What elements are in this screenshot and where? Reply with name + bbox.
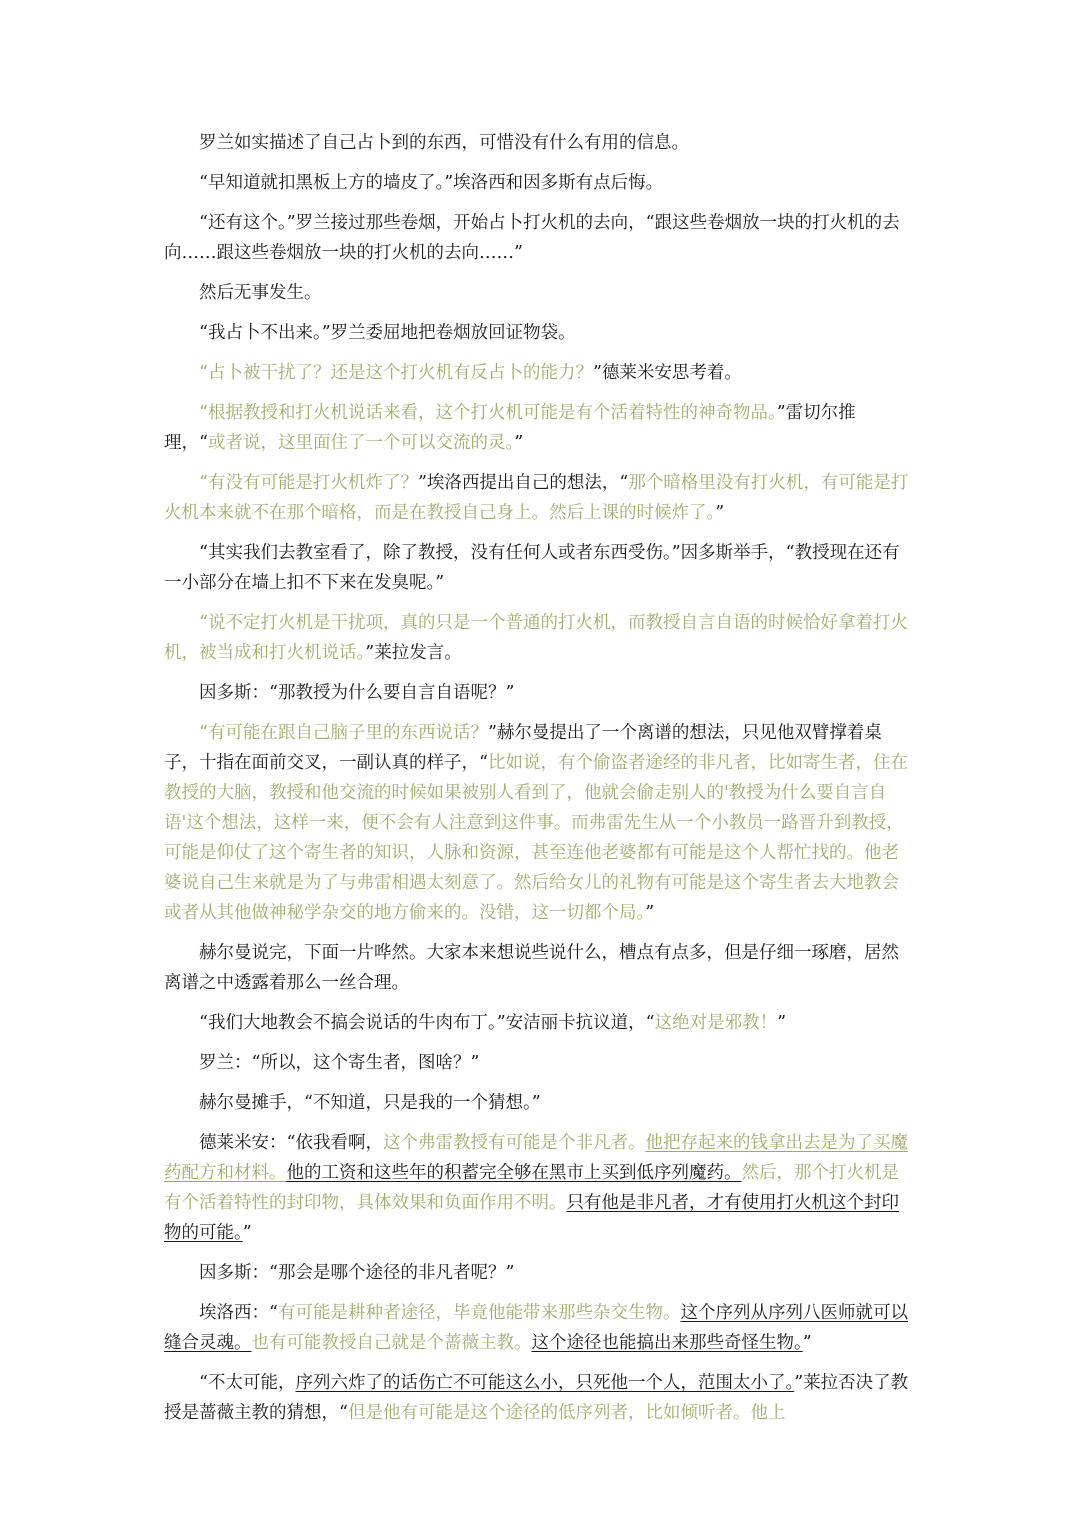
paragraph (164, 718, 912, 928)
paragraph (164, 1298, 912, 1358)
underlined-text-span: 只有他是非凡者，才有使用打火机这个封印物的可能。 (164, 1193, 899, 1243)
paragraph (164, 168, 912, 198)
text-span: 罗兰如实描述了自己占卜到的东西，可惜没有什么有用的信息。 (199, 133, 689, 153)
text-span: ”莱拉发言。 (365, 643, 462, 663)
text-span: 德莱米安：“依我看啊， (199, 1133, 383, 1153)
paragraph (164, 1128, 912, 1248)
paragraph (164, 398, 912, 458)
text-span: ”赫尔曼提出了一个离谱的想法，只见他双臂撑着桌子，十指在面前交叉，一副认真的样子，“ (164, 723, 882, 773)
highlighted-text-span: 这绝对是邪教！ (654, 1013, 778, 1033)
text-span: ” (715, 503, 725, 523)
text-span: ” (777, 1013, 787, 1033)
text-span: “其实我们去教室看了，除了教授，没有任何人或者东西受伤。”因多斯举手，“教授现在还有一小部分在墙上扣不下来在发臭呢。” (164, 543, 900, 593)
paragraph (164, 608, 912, 668)
highlighted-text-span: “有可能在跟自己脑子里的东西说话？ (199, 723, 488, 743)
paragraph (164, 318, 912, 348)
text-span: 因多斯：“那教授为什么要自言自语呢？” (199, 683, 515, 703)
highlighted-text-span: 但是他有可能是这个途径的低序列者，比如倾听者。他上 (347, 1403, 786, 1423)
text-span: 罗兰：“所以，这个寄生者，图啥？” (199, 1053, 480, 1073)
paragraph (164, 1258, 912, 1288)
text-span: “我们大地教会不搞会说话的牛肉布丁。”安洁丽卡抗议道，“ (199, 1013, 655, 1033)
text-span: 赫尔曼说完，下面一片哗然。大家本来想说些说什么，槽点有点多，但是仔细一琢磨，居然离谱之中透露着那么一丝合理。 (164, 943, 899, 993)
paragraph (164, 358, 912, 388)
text-span: “不太可能， (199, 1373, 296, 1393)
highlighted-text-span: 有可能是耕种者途径，毕竟他能带来那些杂交生物。 (277, 1303, 681, 1323)
highlighted-text-span: 那个暗格里没有打火机，有可能是打火机本来就不在那个暗格，而是在教授自己身上。然后上课的时候炸了。 (164, 473, 909, 523)
highlighted-text-span: 然后，那个打火机是有个活着特性的封印物，具体效果和负面作用不明。 (164, 1163, 899, 1213)
paragraph (164, 938, 912, 998)
text-span: 因多斯：“那会是哪个途径的非凡者呢？” (199, 1263, 515, 1283)
text-span: 赫尔曼摊手，“不知道，只是我的一个猜想。” (199, 1093, 541, 1113)
paragraph (164, 128, 912, 158)
paragraph (164, 678, 912, 708)
document-body (164, 128, 912, 1438)
text-span: “早知道就扣黑板上方的墙皮了。”埃洛西和因多斯有点后悔。 (199, 173, 664, 193)
paragraph (164, 468, 912, 528)
paragraph (164, 1368, 912, 1428)
highlighted-text-span: 也有可能教授自己就是个蔷薇主教。 (251, 1333, 532, 1353)
highlighted-text-span: 或者说，这里面住了一个可以交流的灵。 (207, 433, 515, 453)
underlined-text-span: 这个序列从序列八医师就可以缝合灵魂。 (164, 1303, 908, 1353)
paragraph (164, 1008, 912, 1038)
underlined-text-span: 他的工资和这些年的积蓄完全够在黑市上买到低序列魔药。 (286, 1163, 742, 1183)
highlighted-text-span: 这个弗雷教授有可能是个非凡者。 (382, 1133, 646, 1153)
paragraph (164, 208, 912, 268)
text-span: “我占卜不出来。”罗兰委屈地把卷烟放回证物袋。 (199, 323, 576, 343)
paragraph (164, 538, 912, 598)
text-span: 然后无事发生。 (199, 283, 322, 303)
highlighted-text-span: “根据教授和打火机说话来看，这个打火机可能是有个活着特性的神奇物品。 (199, 403, 777, 423)
text-span: “还有这个。”罗兰接过那些卷烟，开始占卜打火机的去向，“跟这些卷烟放一块的打火机的去向……跟这些卷烟放一块的打火机的去向……” (164, 213, 900, 263)
text-span: ”莱拉否决了教授是蔷薇主教的猜想，“ (164, 1373, 909, 1423)
underlined-text-span: 这个途径也能搞出来那些奇怪生物。 (531, 1333, 803, 1353)
text-span: ”埃洛西提出自己的想法，“ (417, 473, 629, 493)
text-span: ” (802, 1333, 812, 1353)
paragraph (164, 278, 912, 308)
paragraph (164, 1048, 912, 1078)
text-span: 埃洛西：“ (199, 1303, 278, 1323)
text-span: ”雷切尔推理，“ (164, 403, 856, 453)
text-span: ” (645, 903, 655, 923)
text-span: ” (514, 433, 524, 453)
text-span: ”德莱米安思考着。 (592, 363, 742, 383)
highlighted-underlined-text-span: 他把存起来的钱拿出去是为了买魔药配方和材料。 (164, 1133, 908, 1183)
paragraph (164, 1088, 912, 1118)
highlighted-text-span: “有没有可能是打火机炸了？ (199, 473, 418, 493)
highlighted-text-span: “占卜被干扰了？还是这个打火机有反占卜的能力？ (199, 363, 593, 383)
highlighted-text-span: “说不定打火机是干扰项，真的只是一个普通的打火机，而教授自言自语的时候恰好拿着打火机，被当成和打火机说话。 (164, 613, 908, 663)
underlined-text-span: 序列六炸了的话伤亡不可能这么小，只死他一个人，范围太小了。 (295, 1373, 795, 1393)
text-span: ” (242, 1223, 252, 1243)
highlighted-text-span: 比如说，有个偷盗者途经的非凡者，比如寄生者，住在教授的大脑，教授和他交流的时候如果被别人看到了，他就会偷走别人的'教授为什么要自言自语'这个想法，这样一来，便不会有人注意到这件事。而弗雷先生从一个小教员一路晋升到教授，可能是仰仗了这个寄生者的知识，人脉和资源，甚至连他老婆都有可能是这个人帮忙找的。他老婆说自己生来就是为了与弗雷相遇太刻意了。然后给女儿的礼物有可能是这个寄生者去大地教会或者从其他做神秘学杂交的地方偷来的。没错，这一切都个局。 (164, 753, 908, 923)
